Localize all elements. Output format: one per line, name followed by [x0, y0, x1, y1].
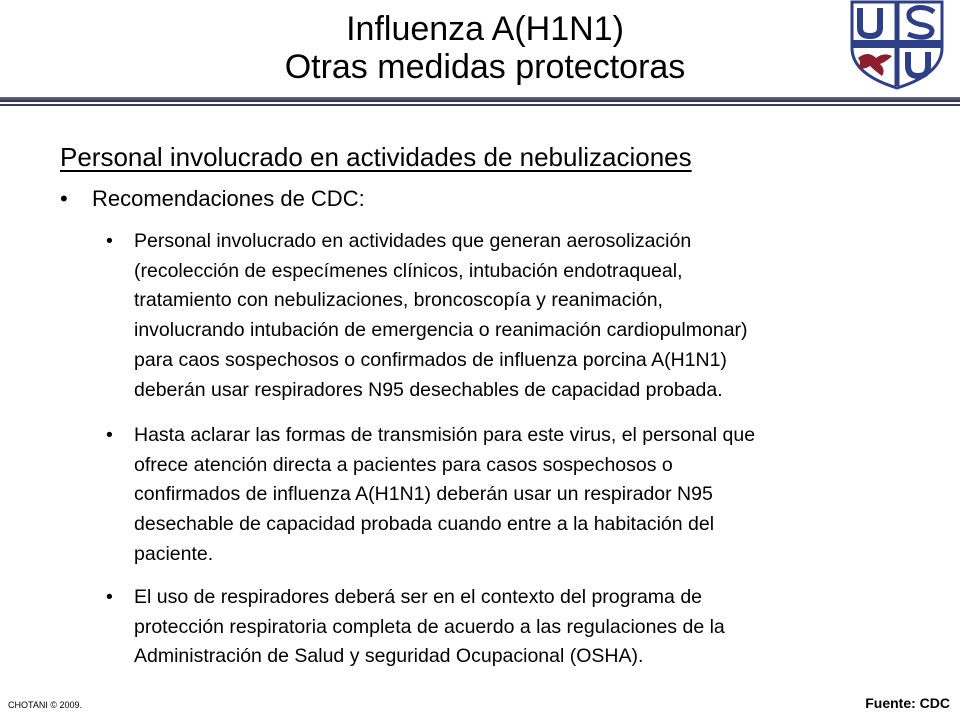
bullet-item [106, 583, 906, 672]
bullet-line: Hasta aclarar las formas de transmisión para este virus, el personal que [134, 424, 756, 446]
bullet-dot: • [106, 230, 113, 252]
title-rule [0, 97, 960, 102]
bullet-line: desechable de capacidad probada cuando entre a la habitación del [134, 513, 715, 536]
bullet-line: Administración de Salud y seguridad Ocupacional (OSHA). [134, 645, 644, 668]
bullet-line: protección respiratoria completa de acuerdo a las regulaciones de la [134, 615, 725, 638]
bullet-line: involucrando intubación de emergencia o reanimación cardiopulmonar) [134, 319, 748, 342]
bullet-dot: • [106, 424, 113, 446]
bullet-line: ofrece atención directa a pacientes para casos sospechosos o [134, 453, 673, 476]
bullet-dot: • [60, 186, 68, 211]
bullet-line: Personal involucrado en actividades que generan aerosolización [134, 230, 692, 252]
source-footer: Fuente: CDC [865, 695, 950, 711]
slide-title [0, 10, 960, 86]
bullet-line: confirmados de influenza A(H1N1) deberán usar un respirador N95 [134, 483, 713, 506]
bullet-line: deberán usar respiradores N95 desechables de capacidad probada. [134, 378, 723, 401]
copyright-footer: CHOTANI © 2009. [8, 700, 82, 710]
level1-text: Recomendaciones de CDC: [92, 186, 365, 211]
bullet-text [134, 227, 906, 405]
usu-logo [846, 0, 948, 90]
bullet-dot: • [106, 586, 113, 608]
bullet-item [106, 227, 906, 405]
bullet-line: El uso de respiradores deberá ser en el contexto del programa de [134, 586, 703, 608]
bullet-text [134, 421, 906, 570]
section-heading: Personal involucrado en actividades de nebulizaciones [60, 142, 692, 172]
title-rule-thin [0, 104, 960, 106]
bullet-line: paciente. [134, 542, 214, 565]
slide-title-line1: Influenza A(H1N1) [346, 10, 624, 48]
bullet-line: (recolección de especímenes clínicos, intubación endotraqueal, [134, 259, 683, 282]
slide-title-line2: Otras medidas protectoras [284, 48, 686, 86]
bullet-line: para caos sospechosos o confirmados de influenza porcina A(H1N1) [134, 348, 727, 371]
bullet-item [106, 421, 906, 570]
bullet-line: tratamiento con nebulizaciones, broncoscopía y reanimación, [134, 289, 663, 312]
bullet-text [134, 583, 906, 672]
